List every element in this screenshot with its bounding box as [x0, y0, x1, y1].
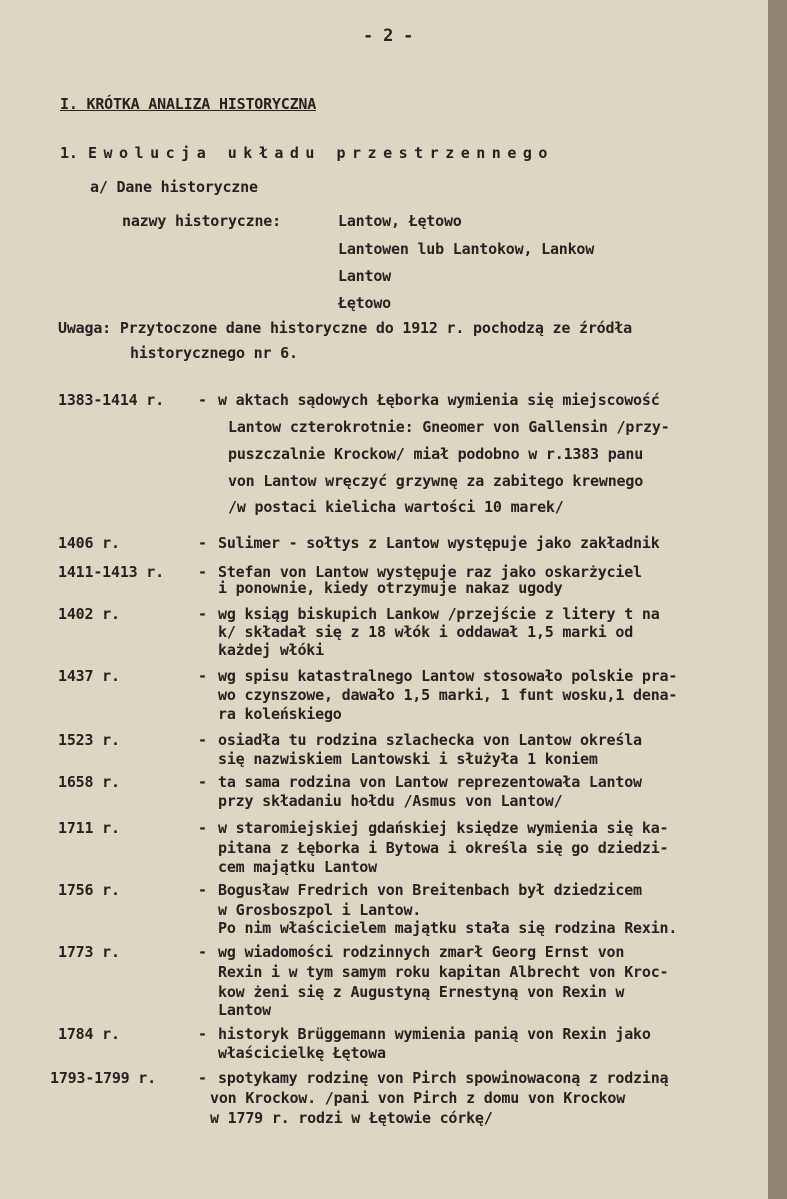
entry-line: Sulimer - sołtys z Lantow występuje jako zakładnik — [218, 534, 660, 552]
entry-year: 1383-1414 r. — [58, 391, 164, 409]
entry-line: i ponownie, kiedy otrzymuje nakaz ugody — [218, 579, 563, 597]
note-line: Uwaga: Przytoczone dane historyczne do 1912 r. pochodzą ze źródła — [58, 319, 632, 337]
entry-year: 1784 r. — [58, 1025, 120, 1043]
historical-name: Lantow, Łętowo — [338, 212, 462, 230]
entry-year: 1773 r. — [58, 943, 120, 961]
entry-line: w staromiejskiej gdańskiej księdze wymienia się ka- — [218, 819, 669, 837]
entry-dash: - — [198, 881, 207, 899]
entry-line: spotykamy rodzinę von Pirch spowinowaconą z rodziną — [218, 1069, 669, 1087]
entry-line: wg spisu katastralnego Lantow stosowało polskie pra- — [218, 667, 678, 685]
entry-year: 1658 r. — [58, 773, 120, 791]
subsection-number: 1. — [60, 144, 78, 162]
entry-dash: - — [198, 563, 207, 581]
entry-line: von Krockow. /pani von Pirch z domu von Krockow — [210, 1089, 626, 1107]
entry-dash: - — [198, 1025, 207, 1043]
entry-year: 1756 r. — [58, 881, 120, 899]
entry-line: Po nim właścicielem majątku stała się rodzina Rexin. — [218, 919, 678, 937]
entry-line: von Lantow wręczyć grzywnę za zabitego krewnego — [228, 472, 644, 490]
entry-dash: - — [198, 391, 207, 409]
historical-name: Lantowen lub Lantokow, Lankow — [338, 240, 595, 258]
entry-line: puszczalnie Krockow/ miał podobno w r.1383 panu — [228, 445, 644, 463]
entry-line: Rexin i w tym samym roku kapitan Albrecht von Kroc- — [218, 963, 669, 981]
entry-dash: - — [198, 605, 207, 623]
entry-line: przy składaniu hołdu /Asmus von Lantow/ — [218, 792, 563, 810]
entry-line: w 1779 r. rodzi w Łętowie córkę/ — [210, 1109, 493, 1127]
entry-dash: - — [198, 731, 207, 749]
entry-dash: - — [198, 1069, 207, 1087]
entry-line: Stefan von Lantow występuje raz jako oskarżyciel — [218, 563, 642, 581]
subsection-title: Ewolucja układu przestrzennego — [88, 144, 554, 162]
entry-line: wo czynszowe, dawało 1,5 marki, 1 funt wosku,1 dena- — [218, 686, 678, 704]
entry-year: 1793-1799 r. — [50, 1069, 156, 1087]
entry-dash: - — [198, 819, 207, 837]
entry-year: 1437 r. — [58, 667, 120, 685]
section-heading: I. KRÓTKA ANALIZA HISTORYCZNA — [60, 95, 317, 113]
entry-line: ta sama rodzina von Lantow reprezentowała Lantow — [218, 773, 642, 791]
entry-line: /w postaci kielicha wartości 10 marek/ — [228, 498, 564, 516]
entry-line: w aktach sądowych Łęborka wymienia się miejscowość — [218, 391, 660, 409]
entry-line: w Grosboszpol i Lantow. — [218, 901, 422, 919]
entry-line: historyk Brüggemann wymienia panią von Rexin jako — [218, 1025, 651, 1043]
entry-line: osiadła tu rodzina szlachecka von Lantow określa — [218, 731, 642, 749]
entry-line: właścicielkę Łętowa — [218, 1044, 386, 1062]
entry-line: wg wiadomości rodzinnych zmarł Georg Ernst von — [218, 943, 625, 961]
historical-name: Łętowo — [338, 294, 391, 312]
entry-line: k/ składał się z 18 włók i oddawał 1,5 marki od — [218, 623, 634, 641]
page-number: - 2 - — [363, 26, 414, 46]
entry-year: 1411-1413 r. — [58, 563, 164, 581]
entry-line: Bogusław Fredrich von Breitenbach był dziedzicem — [218, 881, 642, 899]
historical-names-label: nazwy historyczne: — [122, 212, 281, 230]
entry-line: cem majątku Lantow — [218, 858, 377, 876]
entry-line: się nazwiskiem Lantowski i służyła 1 koniem — [218, 750, 598, 768]
entry-line: Lantow — [218, 1001, 271, 1019]
entry-year: 1402 r. — [58, 605, 120, 623]
entry-line: kow żeni się z Augustyną Ernestyną von Rexin w — [218, 983, 625, 1001]
entry-dash: - — [198, 667, 207, 685]
subpoint-title: a/ Dane historyczne — [90, 178, 258, 196]
entry-year: 1711 r. — [58, 819, 120, 837]
note-line: historycznego nr 6. — [130, 344, 298, 362]
entry-line: wg ksiąg biskupich Lankow /przejście z litery t na — [218, 605, 660, 623]
page-edge — [768, 0, 787, 1199]
entry-dash: - — [198, 534, 207, 552]
entry-year: 1406 r. — [58, 534, 120, 552]
entry-line: ra koleńskiego — [218, 705, 342, 723]
entry-year: 1523 r. — [58, 731, 120, 749]
historical-name: Lantow — [338, 267, 391, 285]
entry-dash: - — [198, 773, 207, 791]
entry-line: każdej włóki — [218, 641, 324, 659]
entry-dash: - — [198, 943, 207, 961]
entry-line: Lantow czterokrotnie: Gneomer von Gallensin /przy- — [228, 418, 670, 436]
entry-line: pitana z Łęborka i Bytowa i określa się go dziedzi- — [218, 839, 669, 857]
